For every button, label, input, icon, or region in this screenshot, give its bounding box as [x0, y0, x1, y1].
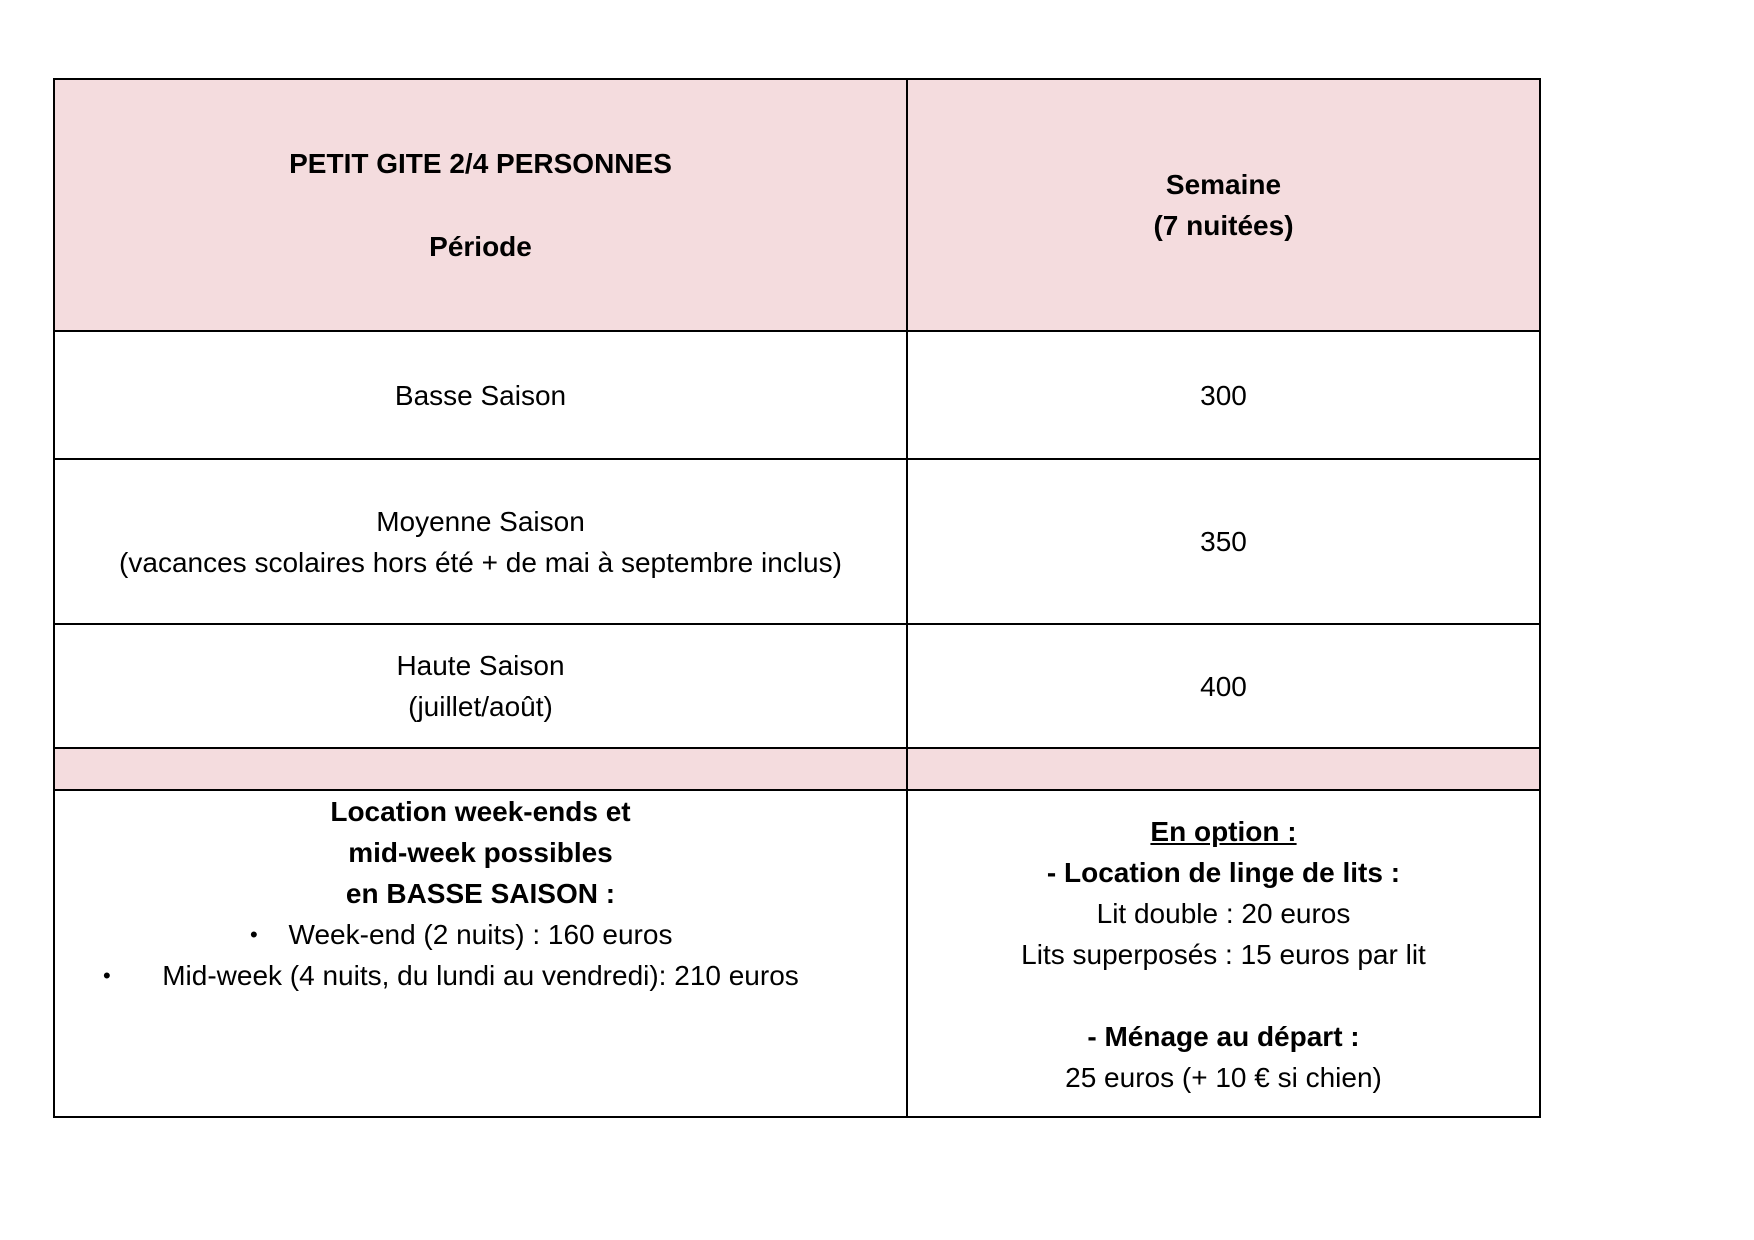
price-cell — [907, 624, 1540, 748]
extras-row — [54, 790, 1540, 1117]
price-table — [53, 78, 1541, 1118]
weekend-price-item: Week-end (2 nuits) : 160 euros — [288, 919, 673, 950]
period-cell — [54, 459, 907, 624]
period-name: Haute Saison — [396, 650, 565, 681]
options-title: En option : — [1150, 816, 1297, 847]
week-label: Semaine — [1165, 169, 1282, 200]
period-cell — [54, 331, 907, 459]
price-value: 400 — [1200, 670, 1247, 702]
bullet-icon: • — [250, 922, 258, 947]
price-value: 300 — [1200, 379, 1247, 411]
separator-cell — [907, 748, 1540, 790]
period-name: Basse Saison — [394, 379, 567, 411]
linen-title: - Location de linge de lits : — [1046, 857, 1401, 888]
period-label: Période — [429, 231, 532, 262]
week-sublabel: (7 nuitées) — [1153, 210, 1294, 241]
options-cell — [907, 790, 1540, 1117]
price-cell — [907, 331, 1540, 459]
bullet-icon: • — [103, 963, 111, 988]
period-cell — [54, 624, 907, 748]
cleaning-price: 25 euros (+ 10 € si chien) — [1065, 1062, 1382, 1093]
separator-row — [54, 748, 1540, 790]
table-row — [54, 331, 1540, 459]
separator-cell — [54, 748, 907, 790]
list-item — [65, 914, 896, 955]
gite-title: PETIT GITE 2/4 PERSONNES — [289, 148, 672, 179]
linen-bunk-price: Lits superposés : 15 euros par lit — [1021, 939, 1426, 970]
header-week-cell — [907, 79, 1540, 331]
period-detail: (vacances scolaires hors été + de mai à septembre inclus) — [119, 546, 842, 578]
table-row — [54, 459, 1540, 624]
weekend-heading-line-1: Location week-ends et — [330, 796, 631, 827]
price-value: 350 — [1200, 526, 1247, 557]
weekend-heading-line-3: en BASSE SAISON : — [345, 878, 616, 909]
weekend-heading-line-2: mid-week possibles — [348, 837, 613, 868]
period-name: Moyenne Saison — [376, 505, 585, 537]
list-item — [65, 955, 896, 996]
table-header-row — [54, 79, 1540, 331]
period-detail: (juillet/août) — [408, 691, 553, 722]
header-period-cell — [54, 79, 907, 331]
linen-double-price: Lit double : 20 euros — [1096, 898, 1351, 929]
table-row — [54, 624, 1540, 748]
weekend-cell — [54, 790, 907, 1117]
cleaning-title: - Ménage au départ : — [1087, 1021, 1360, 1052]
price-cell — [907, 459, 1540, 624]
midweek-price-item: Mid-week (4 nuits, du lundi au vendredi): 210 euros — [162, 960, 799, 991]
